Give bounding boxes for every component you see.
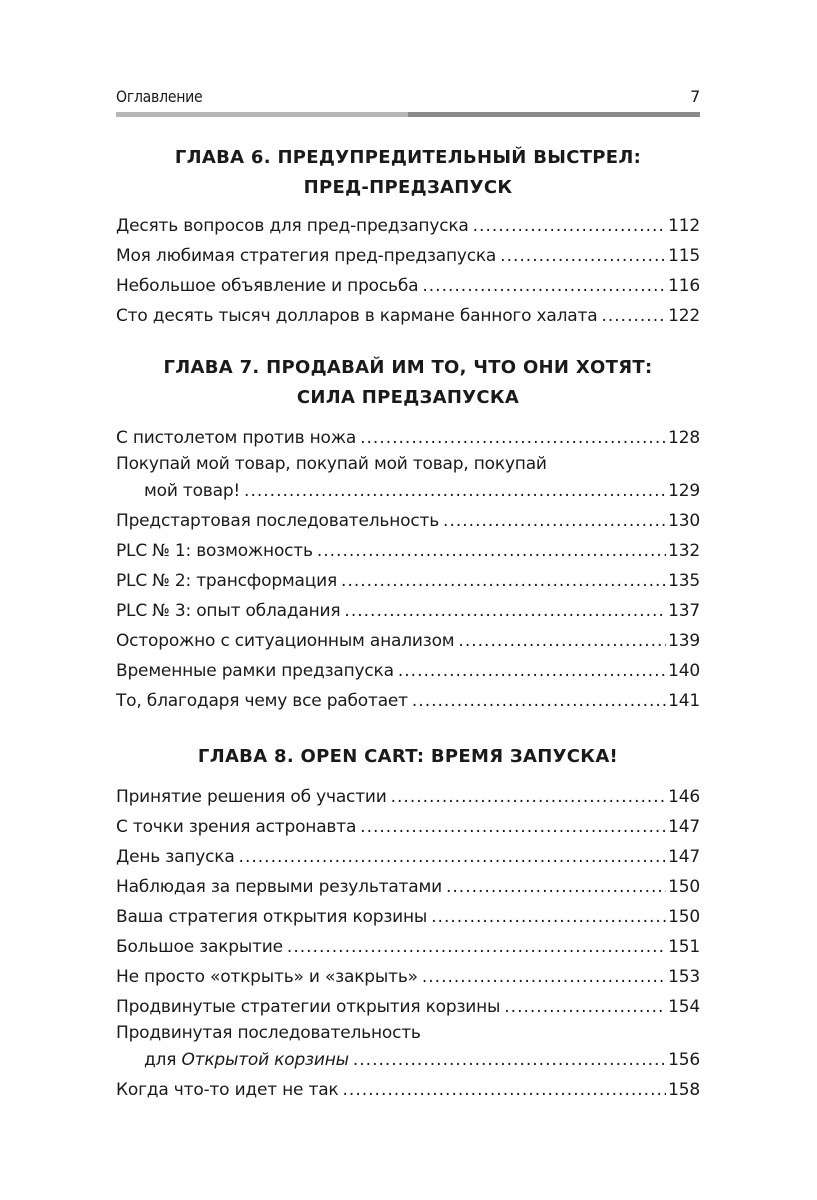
running-head-title: Оглавление (116, 87, 203, 106)
toc-entry-page: 156 (668, 1050, 700, 1070)
chapter-heading (116, 143, 700, 203)
toc-entry-page: 147 (668, 817, 700, 837)
toc-entry-title: Ваша стратегия открытия корзины (116, 907, 428, 927)
dot-leader (391, 782, 667, 812)
dot-leader (244, 476, 666, 506)
dot-leader (504, 992, 666, 1022)
toc-entry-page: 158 (668, 1080, 700, 1100)
toc-entry-page: 132 (668, 541, 700, 561)
dot-leader (360, 423, 666, 453)
header-rule-light (116, 112, 408, 117)
toc-entry-title: Покупай мой товар, покупай мой товар, покупай (116, 454, 547, 474)
toc-entry-page: 112 (668, 216, 700, 236)
toc-entry[interactable] (116, 782, 700, 812)
toc-entry-title-continued: мой товар! (144, 481, 241, 501)
toc-list (116, 782, 700, 1105)
toc-entry-page: 147 (668, 847, 700, 867)
dot-leader (317, 536, 666, 566)
toc-entry[interactable] (116, 902, 700, 932)
toc-entry-title: С точки зрения астронавта (116, 817, 357, 837)
toc-entry-title: Временные рамки предзапуска (116, 661, 394, 681)
toc-entry-title-prefix: для (144, 1050, 182, 1070)
toc-entry[interactable] (116, 536, 700, 566)
toc-entry[interactable] (116, 423, 700, 453)
toc-entry[interactable] (116, 241, 700, 271)
toc-entry-title: Сто десять тысяч долларов в кармане банного халата (116, 306, 598, 326)
dot-leader (360, 812, 666, 842)
toc-entry-page: 151 (668, 937, 700, 957)
dot-leader (344, 596, 666, 626)
toc-entry[interactable] (116, 301, 700, 331)
toc-entry-title-italic: Открытой корзины (181, 1050, 349, 1070)
toc-entry[interactable] (116, 812, 700, 842)
dot-leader (353, 1045, 666, 1075)
toc-entry-title: Большое закрытие (116, 937, 283, 957)
toc-entry-page: 141 (668, 691, 700, 711)
dot-leader (287, 932, 666, 962)
chapter-6 (116, 143, 700, 331)
header-rule (116, 112, 700, 117)
toc-entry[interactable] (116, 626, 700, 656)
toc-entry-title: PLC № 2: трансформация (116, 571, 338, 591)
toc-entry-page: 135 (668, 571, 700, 591)
toc-entry-title: Наблюдая за первыми результатами (116, 877, 442, 897)
toc-entry-title: Предстартовая последовательность (116, 511, 440, 531)
chapter-8 (116, 742, 700, 1105)
chapter-heading-line: ГЛАВА 6. ПРЕДУПРЕДИТЕЛЬНЫЙ ВЫСТРЕЛ: (174, 147, 642, 168)
toc-entry[interactable] (116, 211, 700, 241)
dot-leader (341, 566, 666, 596)
toc-entry-title: Продвинутые стратегии открытия корзины (116, 997, 501, 1017)
toc-list (116, 423, 700, 716)
toc-entry-page: 140 (668, 661, 700, 681)
dot-leader (343, 1075, 667, 1105)
running-head (116, 80, 700, 106)
toc-entry-page: 130 (668, 511, 700, 531)
toc-entry-page: 122 (668, 306, 700, 326)
page-number: 7 (690, 87, 700, 106)
toc-entry-page: 154 (668, 997, 700, 1017)
toc-entry-page: 115 (668, 246, 700, 266)
toc-entry-title: С пистолетом против ножа (116, 428, 357, 448)
dot-leader (446, 872, 666, 902)
dot-leader (239, 842, 667, 872)
toc-entry[interactable] (116, 271, 700, 301)
toc-entry-page: 153 (668, 967, 700, 987)
toc-entry-title: PLC № 3: опыт обладания (116, 601, 341, 621)
chapter-heading-line: СИЛА ПРЕДЗАПУСКА (296, 387, 520, 408)
toc-entry-title: Десять вопросов для пред-предзапуска (116, 216, 469, 236)
dot-leader (412, 686, 666, 716)
chapter-7 (116, 353, 700, 716)
toc-entry[interactable] (116, 992, 700, 1022)
toc-entry-title: Моя любимая стратегия пред-предзапуска (116, 246, 497, 266)
toc-entry[interactable] (116, 686, 700, 716)
dot-leader (398, 656, 666, 686)
toc-entry[interactable] (116, 566, 700, 596)
chapter-heading-line: ГЛАВА 7. ПРОДАВАЙ ИМ ТО, ЧТО ОНИ ХОТЯТ: (163, 357, 653, 378)
toc-entry-title: Небольшое объявление и просьба (116, 276, 419, 296)
toc-entry[interactable] (116, 842, 700, 872)
toc-entry-page: 116 (668, 276, 700, 296)
toc-entry[interactable] (116, 453, 700, 506)
toc-entry-page: 150 (668, 907, 700, 927)
dot-leader (422, 271, 666, 301)
dot-leader (601, 301, 666, 331)
dot-leader (473, 211, 667, 241)
toc-entry-title: PLC № 1: возможность (116, 541, 313, 561)
toc-entry-page: 129 (668, 481, 700, 501)
toc-entry-title: То, благодаря чему все работает (116, 691, 408, 711)
toc-entry-title-continued (144, 1045, 349, 1075)
toc-entry-page: 146 (668, 787, 700, 807)
toc-list (116, 211, 700, 331)
toc-entry-title: Принятие решения об участии (116, 787, 387, 807)
toc-entry[interactable] (116, 872, 700, 902)
dot-leader (443, 506, 666, 536)
toc-entry-continuation (116, 1045, 700, 1075)
toc-entry-page: 139 (668, 631, 700, 651)
chapter-heading-line: ГЛАВА 8. OPEN CART: ВРЕМЯ ЗАПУСКА! (197, 746, 619, 767)
toc-entry-page: 137 (668, 601, 700, 621)
toc-entry[interactable] (116, 1022, 700, 1075)
toc-entry-title: День запуска (116, 847, 235, 867)
toc-entry-title: Не просто «открыть» и «закрыть» (116, 967, 418, 987)
chapter-heading (116, 742, 700, 772)
toc-entry-continuation (116, 476, 700, 506)
toc-entry-page: 128 (668, 428, 700, 448)
toc-entry-page: 150 (668, 877, 700, 897)
toc-entry-title: Когда что-то идет не так (116, 1080, 339, 1100)
dot-leader (500, 241, 666, 271)
toc-entry[interactable] (116, 596, 700, 626)
toc-entry[interactable] (116, 1075, 700, 1105)
toc-entry[interactable] (116, 506, 700, 536)
toc-entry[interactable] (116, 962, 700, 992)
dot-leader (458, 626, 666, 656)
toc-entry[interactable] (116, 932, 700, 962)
toc-page (116, 80, 700, 1105)
header-rule-dark (408, 112, 700, 117)
chapter-heading-line: ПРЕД-ПРЕДЗАПУСК (303, 177, 513, 198)
chapter-heading (116, 353, 700, 413)
dot-leader (422, 962, 666, 992)
toc-entry[interactable] (116, 656, 700, 686)
toc-entry-title: Осторожно с ситуационным анализом (116, 631, 455, 651)
toc-entry-title: Продвинутая последовательность (116, 1023, 421, 1043)
dot-leader (431, 902, 666, 932)
